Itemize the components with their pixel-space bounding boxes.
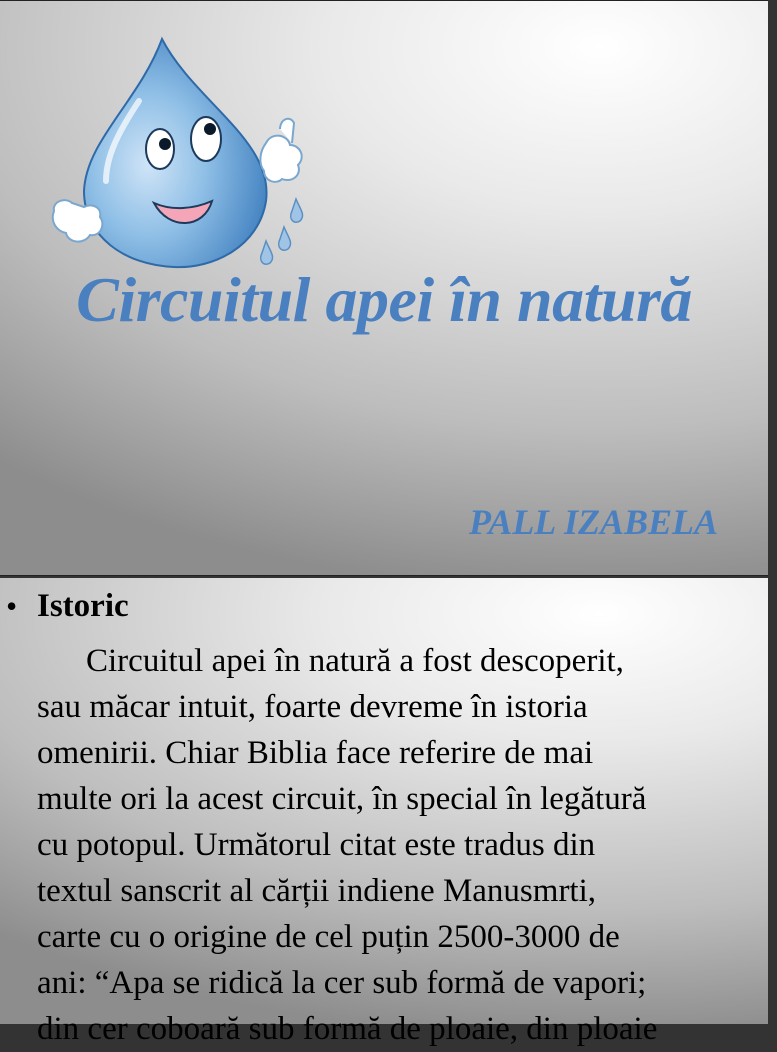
bullet-icon: • — [6, 588, 18, 624]
paragraph-line: textul sanscrit al cărții indiene Manusmrti, — [37, 873, 597, 909]
paragraph-line: sau măcar intuit, foarte devreme în istoria — [37, 689, 588, 725]
author-name: PALL IZABELA — [468, 502, 718, 542]
paragraph-line: Circuitul apei în natură a fost descoperit, — [86, 643, 624, 679]
slide-istoric — [0, 578, 768, 1047]
water-droplet-mascot-icon — [44, 31, 314, 271]
paragraph-line: ani: “Apa se ridică la cer sub formă de vapori; — [37, 965, 647, 1001]
paragraph-line: omenirii. Chiar Biblia face referire de mai — [37, 735, 594, 771]
paragraph-line: cu potopul. Următorul citat este tradus din — [37, 827, 596, 863]
paragraph-line: carte cu o origine de cel puțin 2500-3000 de — [37, 919, 620, 955]
paragraph-line: multe ori la acest circuit, în special în legătură — [37, 781, 647, 817]
slide-title-text: Circuitul apei în natură — [76, 264, 692, 335]
section-heading: Istoric — [37, 588, 129, 624]
paragraph-line: din cer coboară sub formă de ploaie, din ploaie — [37, 1011, 658, 1047]
paragraph — [37, 638, 777, 1052]
